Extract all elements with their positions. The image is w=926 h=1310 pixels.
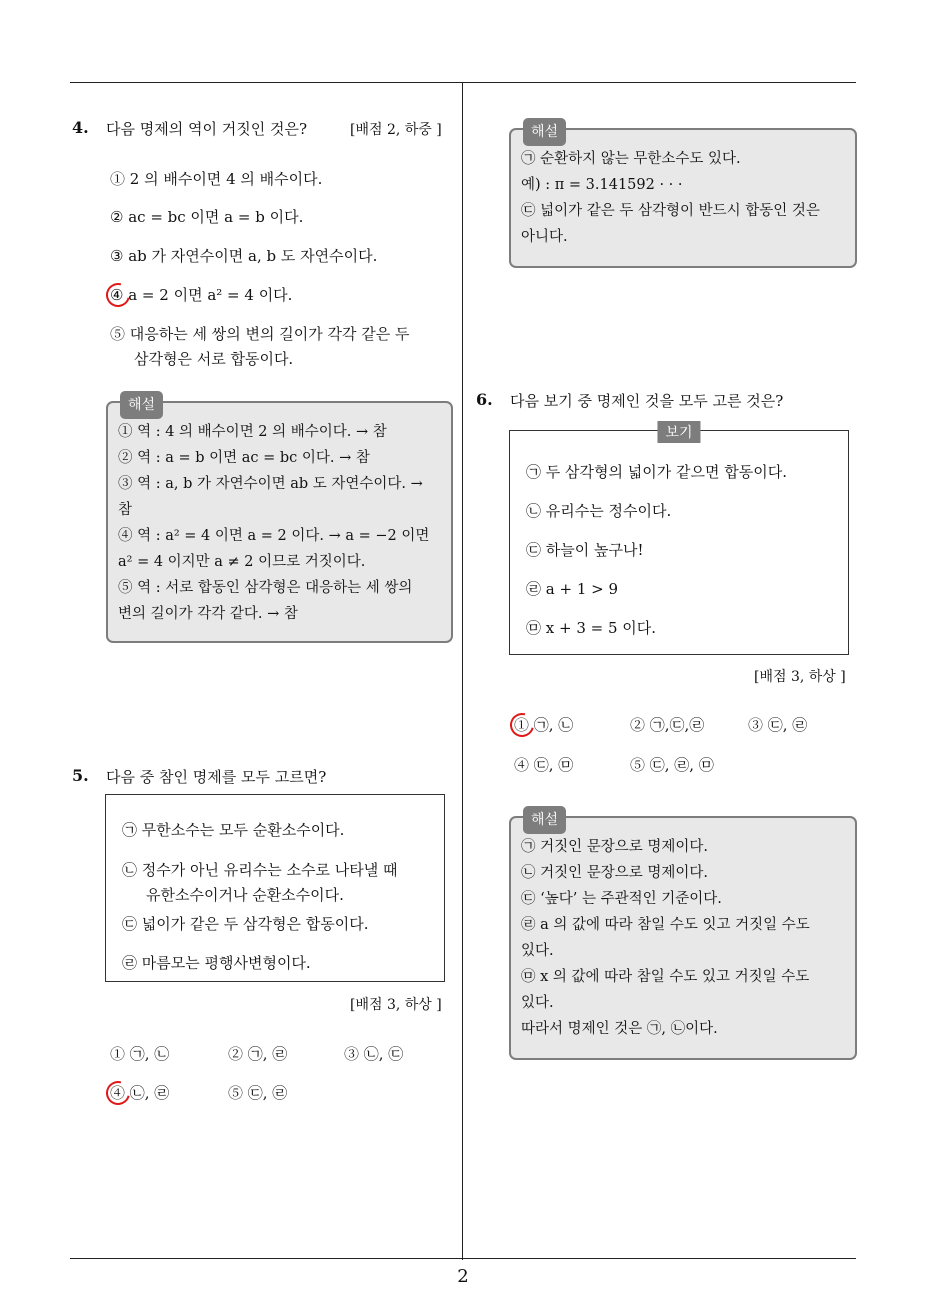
q6-choice-4[interactable]: ④ ㉢, ㉤ [514, 756, 574, 774]
q6-item: ㉠ 두 삼각형의 넓이가 같으면 합동이다. [526, 463, 787, 481]
q6-solution-tag: 해설 [523, 806, 566, 834]
q5-item: ㉡ 정수가 아닌 유리수는 소수로 나타낼 때 [122, 861, 398, 879]
q6-solution-line: ㉡ 거짓인 문장으로 명제이다. [521, 865, 709, 881]
q4-option-4[interactable]: ④ a = 2 이면 a² = 4 이다. [110, 286, 293, 304]
q5-solution-box [509, 124, 857, 268]
q6-box-tag: 보기 [657, 421, 700, 443]
q5-solution-line: 예) : π = 3.141592 · · · [521, 177, 683, 193]
q5-meta: [배점 3, 하상 ] [350, 997, 442, 1013]
q6-solution-line: 있다. [521, 943, 554, 959]
q6-solution-line: 있다. [521, 995, 554, 1011]
q6-solution-line: ㉣ a 의 값에 따라 참일 수도 잇고 거짓일 수도 [521, 917, 810, 933]
q6-meta: [배점 3, 하상 ] [754, 669, 846, 685]
q4-meta: [배점 2, 하중 ] [350, 122, 442, 138]
q5-solution-tag: 해설 [523, 118, 566, 146]
q5-choice-5[interactable]: ⑤ ㉢, ㉣ [228, 1084, 288, 1102]
q4-option-2[interactable]: ② ac = bc 이면 a = b 이다. [110, 208, 304, 226]
q5-item-cont: 유한소수이거나 순환소수이다. [146, 886, 344, 904]
q4-solution-line: 변의 길이가 각각 같다. → 참 [118, 606, 298, 622]
q6-solution-line: 따라서 명제인 것은 ㉠, ㉡이다. [521, 1021, 718, 1037]
q6-number: 6. [476, 390, 493, 409]
q5-choice-2[interactable]: ② ㉠, ㉣ [228, 1045, 288, 1063]
q4-solution-line: ② 역 : a = b 이면 ac = bc 이다. → 참 [118, 450, 370, 466]
q6-item: ㉤ x + 3 = 5 이다. [526, 619, 657, 637]
q5-number: 5. [72, 766, 89, 785]
q4-option-1[interactable]: ① 2 의 배수이면 4 의 배수이다. [110, 170, 323, 188]
q6-item: ㉣ a + 1 > 9 [526, 580, 619, 598]
top-rule [70, 82, 856, 83]
q6-item: ㉡ 유리수는 정수이다. [526, 502, 672, 520]
q4-solution-line: ⑤ 역 : 서로 합동인 삼각형은 대응하는 세 쌍의 [118, 580, 413, 596]
q4-number: 4. [72, 118, 89, 137]
q5-choice-3[interactable]: ③ ㉡, ㉢ [344, 1045, 404, 1063]
q4-solution-box [106, 397, 453, 643]
q5-choice-1[interactable]: ① ㉠, ㉡ [110, 1045, 170, 1063]
column-divider [462, 82, 463, 1260]
q6-choice-1[interactable]: ① ㉠, ㉡ [514, 716, 574, 734]
q4-option-5-cont: 삼각형은 서로 합동이다. [134, 350, 294, 368]
q6-example-box [509, 425, 849, 655]
q5-solution-line: 아니다. [521, 229, 568, 245]
q4-solution-line: ④ 역 : a² = 4 이면 a = 2 이다. → a = −2 이면 [118, 528, 430, 544]
bottom-rule [70, 1258, 856, 1259]
q5-item: ㉢ 넓이가 같은 두 삼각형은 합동이다. [122, 915, 369, 933]
q5-solution-line: ㉢ 넓이가 같은 두 삼각형이 반드시 합동인 것은 [521, 203, 820, 219]
q5-question: 다음 중 참인 명제를 모두 고르면? [106, 768, 327, 786]
q5-choice-4[interactable]: ④ ㉡, ㉣ [110, 1084, 170, 1102]
q6-question: 다음 보기 중 명제인 것을 모두 고른 것은? [510, 392, 784, 410]
q6-item: ㉢ 하늘이 높구나! [526, 541, 644, 559]
q5-solution-line: ㉠ 순환하지 않는 무한소수도 있다. [521, 151, 741, 167]
q6-choice-5[interactable]: ⑤ ㉢, ㉣, ㉤ [630, 756, 714, 774]
q6-solution-line: ㉠ 거짓인 문장으로 명제이다. [521, 839, 709, 855]
q5-item: ㉠ 무한소수는 모두 순환소수이다. [122, 821, 345, 839]
q6-solution-line: ㉤ x 의 값에 따라 참일 수도 있고 거짓일 수도 [521, 969, 810, 985]
q4-option-5[interactable]: ⑤ 대응하는 세 쌍의 변의 길이가 각각 같은 두 [110, 325, 410, 343]
q6-solution-line: ㉢ ‘높다’ 는 주관적인 기준이다. [521, 891, 722, 907]
q4-solution-tag: 해설 [120, 391, 163, 419]
q6-choice-2[interactable]: ② ㉠,㉢,㉣ [630, 716, 705, 734]
q4-solution-line: 참 [118, 502, 133, 518]
q4-solution-line: ① 역 : 4 의 배수이면 2 의 배수이다. → 참 [118, 424, 387, 440]
q4-solution-line: ③ 역 : a, b 가 자연수이면 ab 도 자연수이다. → [118, 476, 423, 492]
q4-option-3[interactable]: ③ ab 가 자연수이면 a, b 도 자연수이다. [110, 247, 378, 265]
q6-choice-3[interactable]: ③ ㉢, ㉣ [748, 716, 808, 734]
q5-item: ㉣ 마름모는 평행사변형이다. [122, 954, 311, 972]
q6-solution-box [509, 812, 857, 1060]
q4-solution-line: a² = 4 이지만 a ≠ 2 이므로 거짓이다. [118, 554, 366, 570]
page-number: 2 [457, 1266, 469, 1287]
q4-question: 다음 명제의 역이 거짓인 것은? [106, 120, 307, 138]
q5-statement-box [105, 794, 445, 982]
